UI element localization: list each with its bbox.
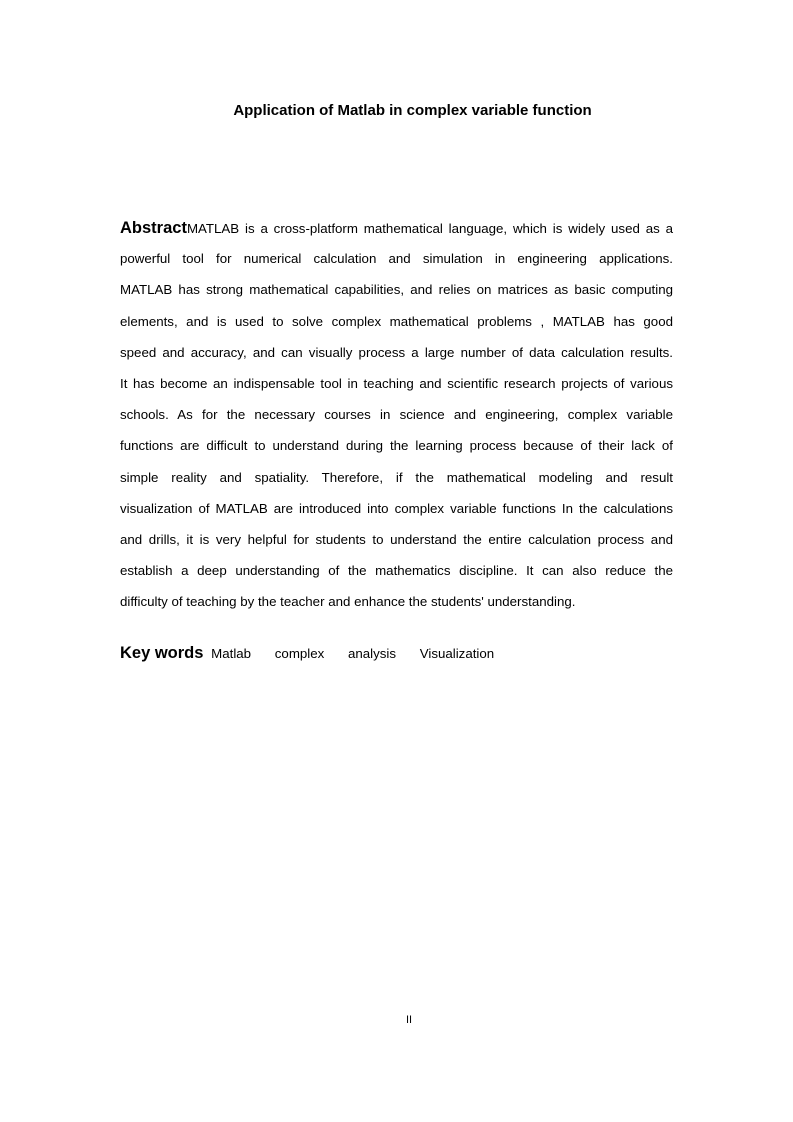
- keyword: Visualization: [419, 646, 495, 661]
- abstract-line: MATLAB has strong mathematical capabilities, and relies on matrices as basic computing: [120, 282, 673, 298]
- abstract-text: MATLAB is a cross-platform mathematical language, which is widely used as a: [186, 221, 673, 236]
- abstract-line: functions are difficult to understand during the learning process because of their lack of: [120, 438, 673, 454]
- keyword: complex: [274, 646, 325, 661]
- keyword: Matlab: [211, 646, 252, 661]
- abstract-line: simple reality and spatiality. Therefore, if the mathematical modeling and result: [120, 469, 673, 485]
- abstract-line: and drills, it is very helpful for students to understand the entire calculation process and: [120, 531, 673, 547]
- abstract-line: It has become an indispensable tool in teaching and scientific research projects of various: [120, 375, 673, 391]
- abstract-line: schools. As for the necessary courses in science and engineering, complex variable: [120, 407, 673, 423]
- abstract-section: [120, 214, 673, 619]
- abstract-line: difficulty of teaching by the teacher and enhance the students' understanding.: [120, 594, 576, 610]
- abstract-line: powerful tool for numerical calculation and simulation in engineering applications.: [120, 251, 673, 267]
- abstract-line: [120, 214, 673, 245]
- keywords-label: Key words: [120, 644, 204, 662]
- abstract-line: establish a deep understanding of the mathematics discipline. It can also reduce the: [120, 563, 673, 579]
- abstract-line: visualization of MATLAB are introduced into complex variable functions In the calculations: [120, 500, 673, 516]
- abstract-line: elements, and is used to solve complex mathematical problems , MATLAB has good: [120, 313, 673, 329]
- keywords-section: [120, 641, 494, 666]
- page-number: II: [405, 1014, 413, 1026]
- abstract-label: Abstract: [120, 219, 187, 237]
- abstract-line: speed and accuracy, and can visually process a large number of data calculation results.: [120, 344, 673, 360]
- keyword: analysis: [348, 646, 397, 661]
- page-title: Application of Matlab in complex variable function: [233, 102, 592, 119]
